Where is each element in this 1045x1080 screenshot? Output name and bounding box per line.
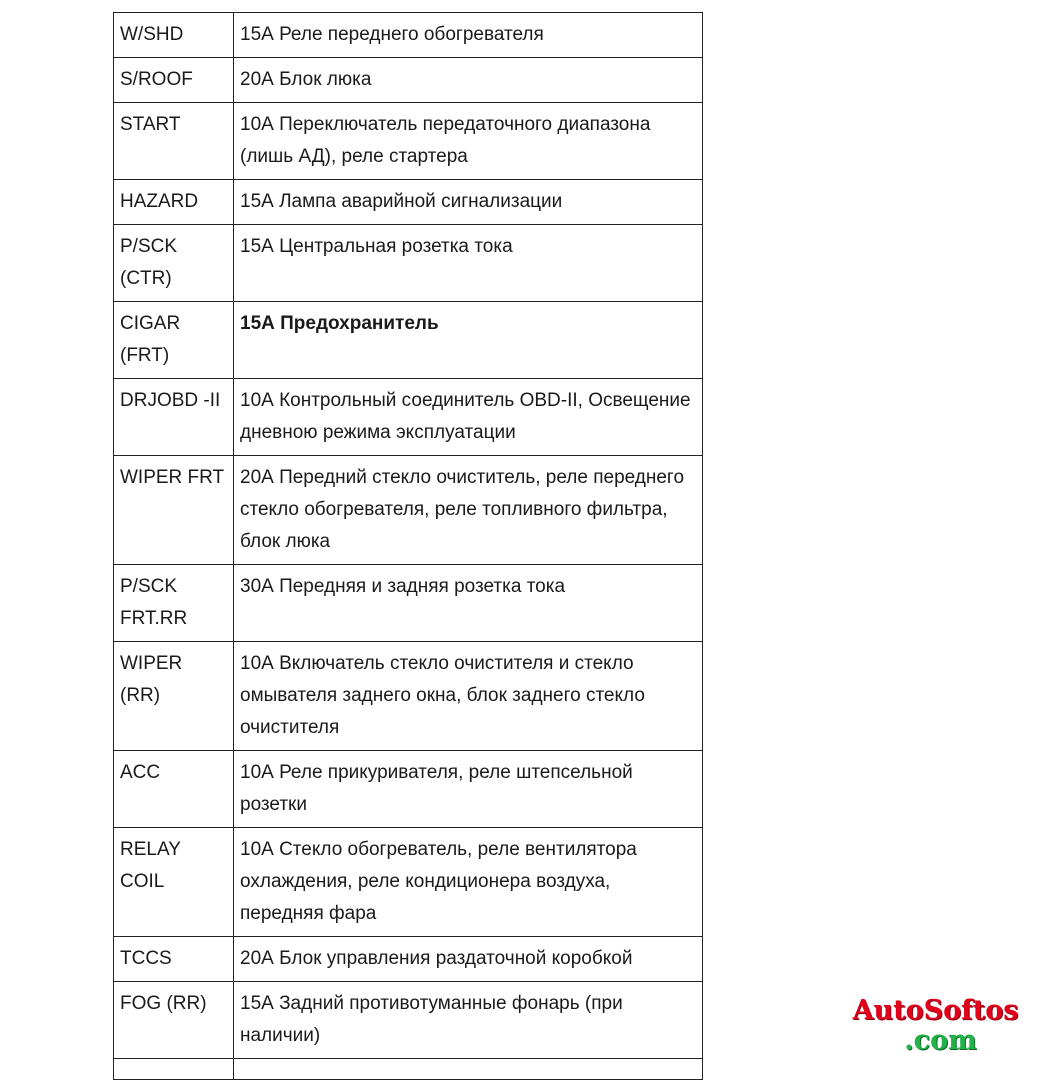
fuse-code-cell: TCCS	[114, 937, 234, 982]
table-row	[114, 937, 703, 982]
fuse-description-cell: 10А Стекло обогреватель, реле вентилятора охлаждения, реле кондиционера воздуха, передняя фара	[234, 828, 703, 937]
fuse-description-cell: 15А Предохранитель	[234, 302, 703, 379]
fuse-code-cell: WIPER FRT	[114, 456, 234, 565]
fuse-description-cell: 20А Блок люка	[234, 58, 703, 103]
fuse-code-cell: S/ROOF	[114, 58, 234, 103]
fuse-description-cell: 10А Контрольный соединитель OBD-II, Освещение дневною режима эксплуатации	[234, 379, 703, 456]
table-row	[114, 565, 703, 642]
fuse-description-cell: 15А Задний противотуманные фонарь (при наличии)	[234, 982, 703, 1059]
table-row-partial	[114, 1059, 703, 1080]
fuse-code-cell: ACC	[114, 751, 234, 828]
fuse-description-cell: 10А Включатель стекло очистителя и стекло омывателя заднего окна, блок заднего стекло очистителя	[234, 642, 703, 751]
table-row	[114, 225, 703, 302]
table-row	[114, 982, 703, 1059]
table-row	[114, 180, 703, 225]
fuse-description-cell: 20А Блок управления раздаточной коробкой	[234, 937, 703, 982]
table-row	[114, 58, 703, 103]
table-row	[114, 103, 703, 180]
fuse-code-cell: P/SCK (CTR)	[114, 225, 234, 302]
watermark-logo	[838, 996, 1033, 1056]
fuse-code-cell: CIGAR (FRT)	[114, 302, 234, 379]
fuse-code-cell: START	[114, 103, 234, 180]
watermark-line-2: .com	[904, 1025, 977, 1056]
fuse-description-cell: 30А Передняя и задняя розетка тока	[234, 565, 703, 642]
table-row	[114, 13, 703, 58]
fuse-code-cell: FOG (RR)	[114, 982, 234, 1059]
fuse-code-cell: HAZARD	[114, 180, 234, 225]
fuse-code-cell: RELAY COIL	[114, 828, 234, 937]
table-row	[114, 456, 703, 565]
fuse-description-cell: 15А Центральная розетка тока	[234, 225, 703, 302]
fuse-description-cell: 10А Переключатель передаточного диапазона (лишь АД), реле стартера	[234, 103, 703, 180]
fuse-code-cell-empty	[114, 1059, 234, 1080]
fuse-code-cell: W/SHD	[114, 13, 234, 58]
table-row	[114, 379, 703, 456]
fuse-description-cell-empty	[234, 1059, 703, 1080]
fuse-code-cell: WIPER (RR)	[114, 642, 234, 751]
fuse-description-cell: 15А Лампа аварийной сигнализации	[234, 180, 703, 225]
fuse-table-body	[114, 13, 703, 1080]
fuse-description-cell: 20А Передний стекло очиститель, реле переднего стекло обогревателя, реле топливного фильтра, блок люка	[234, 456, 703, 565]
fuse-code-cell: DRJOBD -II	[114, 379, 234, 456]
fuse-code-cell: P/SCK FRT.RR	[114, 565, 234, 642]
fuse-description-cell: 10А Реле прикуривателя, реле штепсельной розетки	[234, 751, 703, 828]
table-row	[114, 751, 703, 828]
watermark-line-1: AutoSoftos	[852, 995, 1019, 1026]
table-row	[114, 302, 703, 379]
table-row	[114, 828, 703, 937]
fuse-description-cell: 15А Реле переднего обогревателя	[234, 13, 703, 58]
table-row	[114, 642, 703, 751]
fuse-table	[113, 12, 703, 1080]
